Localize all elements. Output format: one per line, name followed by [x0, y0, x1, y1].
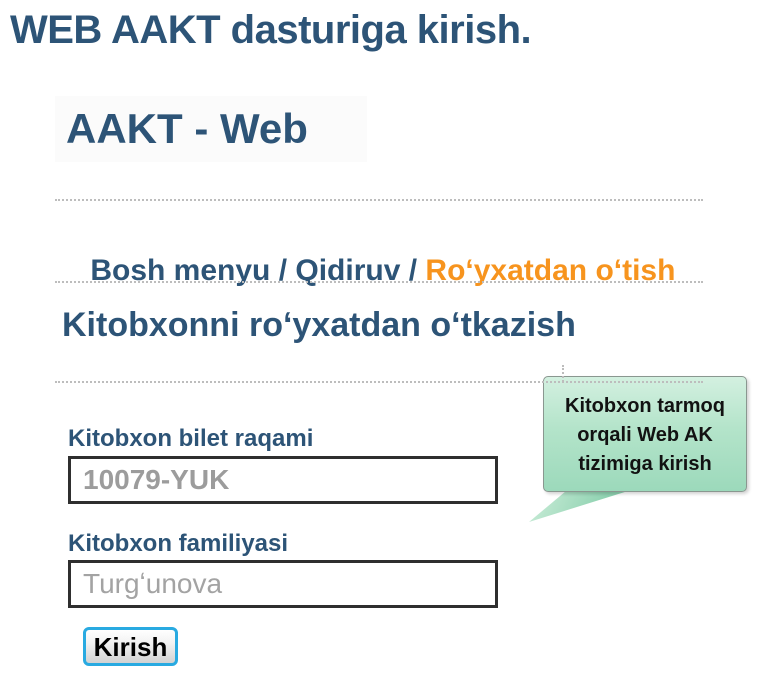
tooltip-tail: [528, 491, 630, 523]
tooltip-line: tizimiga kirish: [578, 452, 712, 475]
breadcrumb-links[interactable]: Bosh menyu / Qidiruv /: [90, 254, 426, 287]
surname-label: Kitobxon familiyasi: [68, 530, 289, 557]
app-banner-title[interactable]: AAKT - Web: [66, 105, 308, 152]
login-button[interactable]: Kirish: [83, 627, 178, 666]
breadcrumb-current: Roʻyxatdan oʻtish: [425, 254, 676, 287]
tooltip-line: orqali Web AK: [577, 423, 713, 446]
page-title: WEB AAKT dasturiga kirish.: [10, 8, 532, 52]
separator-top: [55, 199, 703, 201]
ticket-number-input[interactable]: [68, 456, 498, 504]
tooltip-callout: [543, 376, 747, 492]
separator-middle: [55, 281, 703, 283]
app-banner: [55, 96, 367, 162]
tooltip-line: Kitobxon tarmoq: [565, 394, 725, 417]
surname-input[interactable]: [68, 560, 498, 608]
section-heading: Kitobxonni roʻyxatdan oʻtkazish: [62, 306, 576, 344]
separator-form: [55, 381, 703, 383]
separator-corner-tick: [562, 365, 564, 382]
ticket-number-label: Kitobxon bilet raqami: [68, 425, 314, 452]
